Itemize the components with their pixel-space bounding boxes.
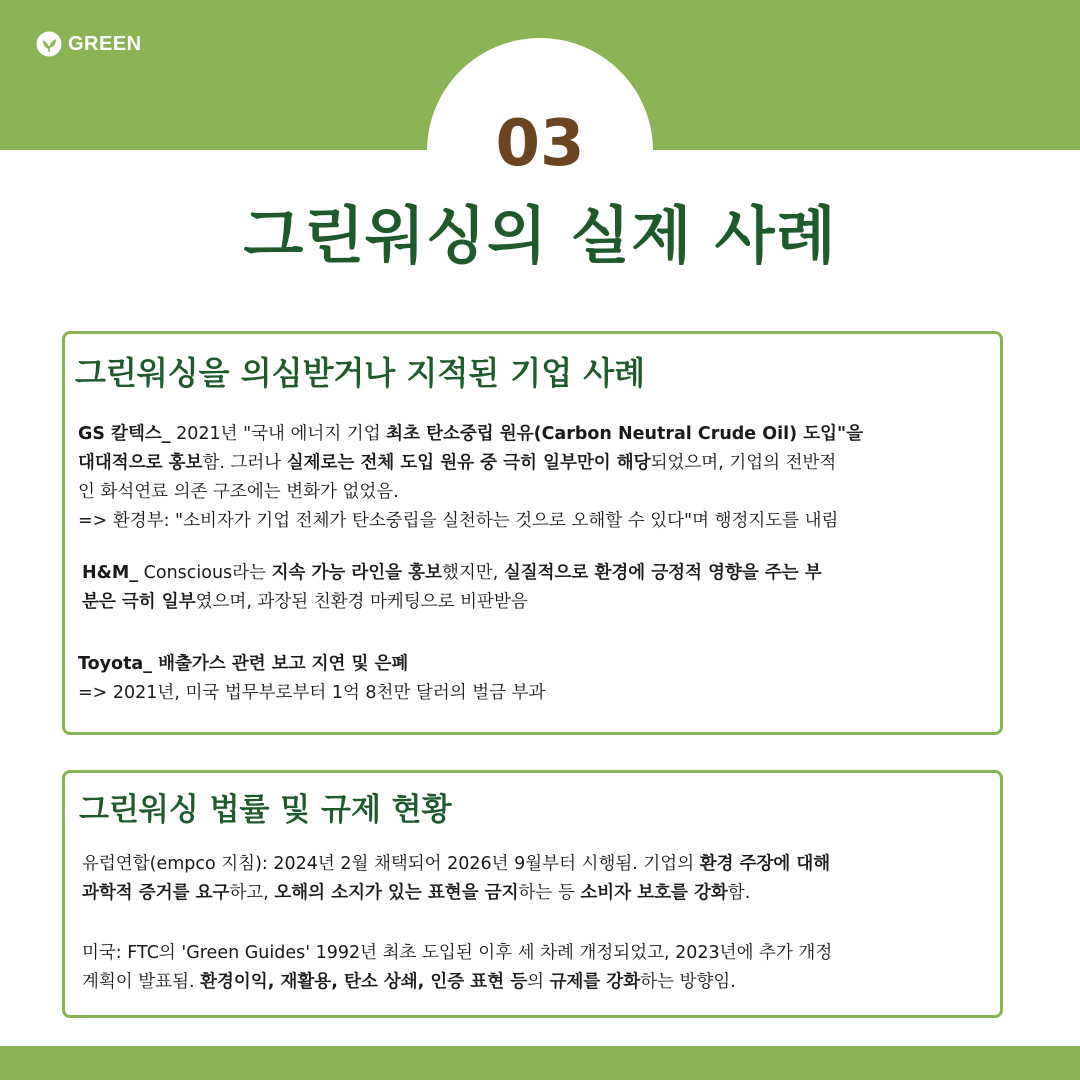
leaf-icon — [36, 31, 62, 57]
case-hm: H&M_ Conscious라는 지속 가능 라인을 홍보했지만, 실질적으로 환경에 긍정적 영향을 주는 부 분은 극히 일부였으며, 과장된 친환경 마케팅으로 비판받음 — [82, 563, 822, 612]
company-name: Toyota_ 배출가스 관련 보고 지연 및 은폐 — [78, 654, 409, 674]
card-title: 그린워싱 법률 및 규제 현황 — [79, 792, 452, 828]
page-title: 그린워싱의 실제 사례 — [243, 199, 837, 272]
section-number: 03 — [495, 107, 585, 181]
company-name: GS 칼텍스_ — [78, 424, 171, 444]
company-name: H&M_ — [82, 563, 139, 583]
brand-name: GREEN — [68, 32, 142, 55]
regulation-eu: 유럽연합(empco 지침): 2024년 2월 채택되어 2026년 9월부터 시행됨. 기업의 환경 주장에 대해 과학적 증거를 요구하고, 오해의 소지가 있는 표현을 금지하는 등 소비자 보호를 강화함. — [82, 854, 831, 903]
card-regulations — [62, 770, 1003, 1018]
regulation-us: 미국: FTC의 'Green Guides' 1992년 최초 도입된 이후 세 차례 개정되었고, 2023년에 추가 개정 계획이 발표됨. 환경이익, 재활용, 탄소 상쇄, 인증 표현 등의 규제를 강화하는 방향임. — [82, 943, 833, 992]
case-gs-caltex: GS 칼텍스_ 2021년 "국내 에너지 기업 최초 탄소중립 원유(Carbon Neutral Crude Oil) 도입"을 대대적으로 홍보함. 그러나 실제로는 전체 도입 원유 중 극히 일부만이 해당되었으며, 기업의 전반적 인 화석연료 의존 구조에는 변화가 없었음. => 환경부: "소비자가 기업 전체가 탄소중립을 실천하는 것으로 오해할 수 있다"며 행정지도를 내림 — [78, 424, 864, 531]
card-title: 그린워싱을 의심받거나 지적된 기업 사례 — [75, 354, 646, 392]
card-company-cases — [62, 331, 1003, 735]
brand-logo — [36, 31, 142, 57]
footer-band — [0, 1046, 1080, 1080]
case-toyota: Toyota_ 배출가스 관련 보고 지연 및 은폐 => 2021년, 미국 법무부로부터 1억 8천만 달러의 벌금 부과 — [78, 650, 545, 708]
